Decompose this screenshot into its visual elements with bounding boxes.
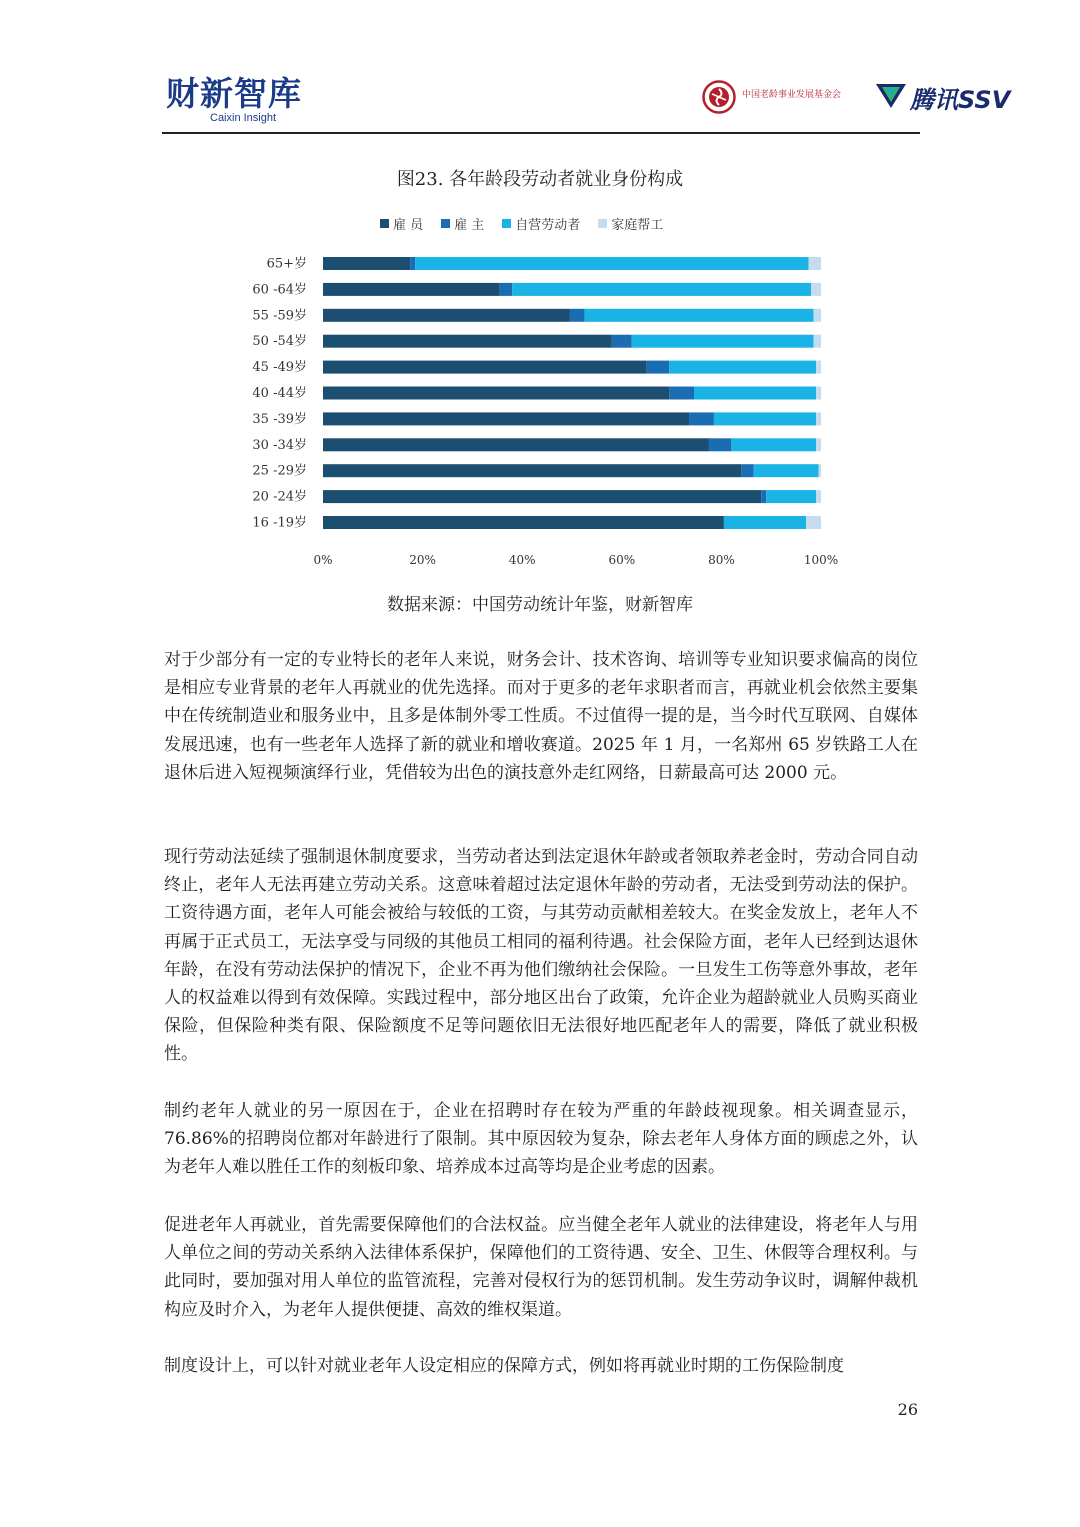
bar-segment-family-helper xyxy=(814,335,821,348)
chart-title: 图23. 各年龄段劳动者就业身份构成 xyxy=(396,169,684,190)
legend-item-family-helper xyxy=(598,214,663,232)
bar-segment-self-employed xyxy=(731,438,816,451)
bar-segment-employee xyxy=(323,412,689,425)
body-paragraph-5: 制度设计上，可以针对就业老年人设定相应的保障方式，例如将再就业时期的工伤保险制度 xyxy=(164,1356,844,1376)
foundation-name: 中国老龄事业发展基金会 xyxy=(742,90,842,100)
bar-segment-employer xyxy=(709,438,731,451)
legend-item-employer xyxy=(441,214,484,232)
bar-segment-family-helper xyxy=(811,283,821,296)
tencent-ssv-icon xyxy=(874,80,908,110)
bar-segment-self-employed xyxy=(512,283,811,296)
y-tick-label: 35 -39岁 xyxy=(252,411,307,427)
bar-segment-employer xyxy=(669,387,694,400)
y-tick-label: 20 -24岁 xyxy=(252,489,307,505)
legend-swatch xyxy=(502,219,511,228)
legend-swatch xyxy=(380,219,389,228)
bar-segment-employer xyxy=(761,490,766,503)
bar-segment-self-employed xyxy=(415,257,808,270)
bar-segment-self-employed xyxy=(694,387,816,400)
x-tick-label: 20% xyxy=(409,552,436,567)
y-tick-label: 30 -34岁 xyxy=(252,437,307,453)
bar-segment-employer xyxy=(612,335,632,348)
body-paragraph-3: 制约老年人就业的另一原因在于，企业在招聘时存在较为严重的年龄歧视现象。相关调查显示，76.86%的招聘岗位都对年龄进行了限制。其中原因较为复杂，除去老年人身体方面的顾虑之外，认为老年人难以胜任工作的刻板印象、培养成本过高等均是企业考虑的因素。 xyxy=(164,1101,918,1178)
legend-label: 家庭帮工 xyxy=(611,217,664,233)
logo-sub-text: Caixin Insight xyxy=(210,112,277,124)
y-tick-label: 45 -49岁 xyxy=(252,360,307,376)
bar-segment-family-helper xyxy=(816,412,821,425)
x-tick-label: 40% xyxy=(508,552,536,567)
page-header xyxy=(162,68,1011,134)
y-tick-label: 16 -19岁 xyxy=(252,515,307,531)
x-tick-label: 60% xyxy=(608,552,636,567)
bar-segment-employee xyxy=(323,283,500,296)
bar-segment-employee xyxy=(323,257,410,270)
bar-segment-family-helper xyxy=(816,387,821,400)
legend-item-employee xyxy=(380,214,423,232)
y-tick-label: 40 -44岁 xyxy=(252,386,307,401)
y-tick-label: 50 -54岁 xyxy=(252,334,307,350)
logo-main-text: 财新智库 xyxy=(166,74,302,113)
bar-segment-employee xyxy=(323,361,647,374)
bar-segment-family-helper xyxy=(816,361,821,374)
y-tick-label: 60 -64岁 xyxy=(252,282,307,298)
bar-segment-family-helper xyxy=(816,490,821,503)
bar-segment-self-employed xyxy=(632,335,814,348)
legend-item-self-employed xyxy=(502,214,580,232)
bar-segment-family-helper xyxy=(809,257,821,270)
body-paragraph-1: 对于少部分有一定的专业特长的老年人来说，财务会计、技术咨询、培训等专业知识要求偏高的岗位是相应专业背景的老年人再就业的优先选择。而对于更多的老年求职者而言，再就业机会依然主要集中在传统制造业和服务业中，且多是体制外零工性质。不过值得一提的是，当今时代互联网、自媒体发展迅速，也有一些老年人选择了新的就业和增收赛道。2025 年 1 月，一名郑州 65 岁铁路工人在退休后进入短视频演绎行业，凭借较为出色的演技意外走红网络，日薪最高可达 2000 元。 xyxy=(164,650,918,783)
x-tick-label: 0% xyxy=(313,552,333,567)
bar-segment-family-helper xyxy=(819,464,821,477)
body-paragraph-2: 现行劳动法延续了强制退休制度要求，当劳动者达到法定退休年龄或者领取养老金时，劳动合同自动终止，老年人无法再建立劳动关系。这意味着超过法定退休年龄的劳动者，无法受到劳动法的保护。工资待遇方面，老年人可能会被给与较低的工资，与其劳动贡献相差较大。在奖金发放上，老年人不再属于正式员工，无法享受与同级的其他员工相同的福利待遇。社会保险方面，老年人已经到达退休年龄，在没有劳动法保护的情况下，企业不再为他们缴纳社会保险。一旦发生工伤等意外事故，老年人的权益难以得到有效保障。实践过程中，部分地区出台了政策，允许企业为超龄就业人员购买商业保险，但保险种类有限、保险额度不足等问题依旧无法很好地匹配老年人的需要，降低了就业积极性。 xyxy=(164,847,918,1065)
bar-segment-employer xyxy=(500,283,512,296)
bar-segment-family-helper xyxy=(814,309,821,322)
bar-segment-employee xyxy=(323,438,709,451)
chart-source: 数据来源：中国劳动统计年鉴，财新智库 xyxy=(387,595,693,615)
x-tick-label: 100% xyxy=(803,552,839,567)
stacked-bar-chart xyxy=(230,248,850,578)
y-tick-label: 65+岁 xyxy=(266,256,307,272)
bar-segment-self-employed xyxy=(754,464,819,477)
x-tick-label: 80% xyxy=(708,552,735,567)
bar-segment-self-employed xyxy=(584,309,813,322)
header-divider xyxy=(162,132,920,134)
bar-segment-employee xyxy=(323,464,741,477)
y-tick-label: 25 -29岁 xyxy=(252,463,307,479)
foundation-seal-icon xyxy=(702,80,736,114)
bar-segment-employer xyxy=(741,464,753,477)
bar-segment-employer xyxy=(647,361,669,374)
bar-segment-employee xyxy=(323,516,724,529)
body-paragraph-4: 促进老年人再就业，首先需要保障他们的合法权益。应当健全老年人就业的法律建设，将老年人与用人单位之间的劳动关系纳入法律体系保护，保障他们的工资待遇、安全、卫生、休假等合理权利。与此同时，要加强对用人单位的监管流程，完善对侵权行为的惩罚机制。发生劳动争议时，调解仲裁机构应及时介入，为老年人提供便捷、高效的维权渠道。 xyxy=(164,1215,918,1320)
bar-segment-employee xyxy=(323,309,570,322)
tencent-ssv-text: 腾讯SSV xyxy=(910,86,1011,114)
bar-segment-employer xyxy=(570,309,585,322)
bar-segment-employee xyxy=(323,490,761,503)
chart-legend xyxy=(380,214,663,232)
legend-swatch xyxy=(441,219,450,228)
page-number: 26 xyxy=(897,1400,918,1419)
bar-segment-self-employed xyxy=(669,361,816,374)
bar-segment-self-employed xyxy=(714,412,816,425)
caixin-logo xyxy=(166,76,302,124)
bar-segment-self-employed xyxy=(724,516,806,529)
bar-segment-employer xyxy=(689,412,714,425)
legend-label: 自营劳动者 xyxy=(515,217,581,233)
y-tick-label: 55 -59岁 xyxy=(252,308,307,324)
legend-swatch xyxy=(598,219,607,228)
legend-label: 雇 员 xyxy=(393,217,424,233)
bar-segment-self-employed xyxy=(766,490,816,503)
bar-segment-employee xyxy=(323,387,669,400)
legend-label: 雇 主 xyxy=(454,217,485,233)
bar-segment-family-helper xyxy=(806,516,821,529)
bar-segment-employee xyxy=(323,335,612,348)
bar-segment-family-helper xyxy=(816,438,821,451)
bar-segment-employer xyxy=(410,257,415,270)
